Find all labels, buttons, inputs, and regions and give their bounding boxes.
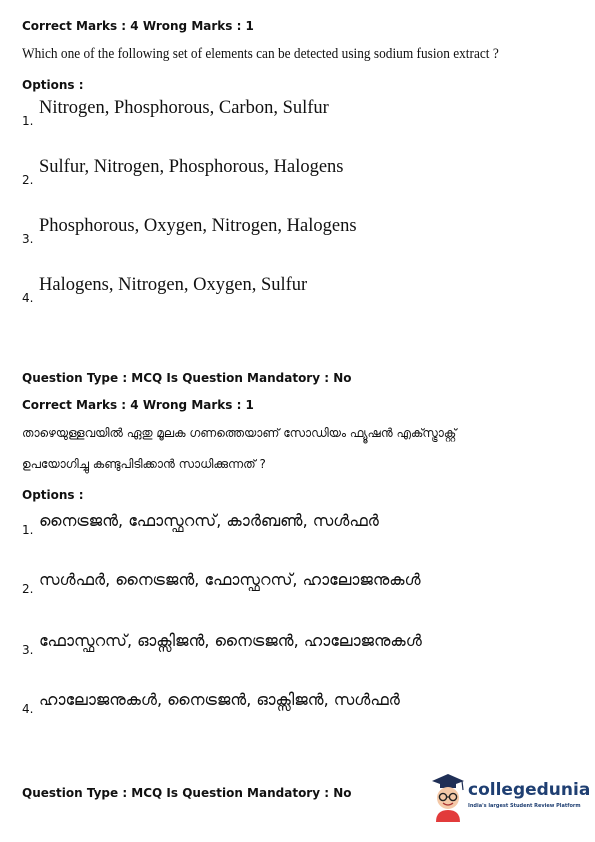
option-text: Halogens, Nitrogen, Oxygen, Sulfur [39,275,308,295]
option-number: 2. [22,173,34,187]
option-number: 1. [22,114,34,128]
logo-wordmark: collegedunia [468,780,591,800]
option-text: Nitrogen, Phosphorous, Carbon, Sulfur [39,98,329,118]
question-type-label: Question Type : MCQ Is Question Mandatory : No [22,371,352,385]
options-label: Options : [22,488,84,502]
question-type-label: Question Type : MCQ Is Question Mandatory : No [22,786,352,800]
question-text: Which one of the following set of elements can be detected using sodium fusion extract ? [22,46,499,62]
options-label: Options : [22,78,84,92]
option-number: 3. [22,643,34,657]
question-text-line-1: താഴെയുള്ളവയിൽ ഏതു മൂലക ഗണത്തെയാണ് സോഡിയം ഫ്യൂഷൻ എക്സ്ട്രാക്റ്റ് [22,426,457,440]
option-text: Sulfur, Nitrogen, Phosphorous, Halogens [39,157,344,177]
collegedunia-logo [428,770,591,826]
option-text: ഹാലോജനുകൾ, നൈട്രജൻ, ഓക്സിജൻ, സൾഫർ [39,690,400,709]
option-number: 1. [22,523,34,537]
correct-marks-label: Correct Marks : 4 Wrong Marks : 1 [22,19,254,33]
option-number: 3. [22,232,34,246]
option-text: Phosphorous, Oxygen, Nitrogen, Halogens [39,216,357,236]
option-text: ഫോസ്ഫറസ്, ഓക്സിജൻ, നൈട്രജൻ, ഹാലോജനുകൾ [39,631,422,650]
option-number: 4. [22,291,34,305]
correct-marks-label: Correct Marks : 4 Wrong Marks : 1 [22,398,254,412]
option-text: നൈട്രജൻ, ഫോസ്ഫറസ്, കാർബൺ, സൾഫർ [39,511,379,530]
mascot-icon [428,770,468,822]
question-text-line-2: ഉപയോഗിച്ചു കണ്ടുപിടിക്കാൻ സാധിക്കുന്നത് ? [22,457,266,471]
logo-tagline: India's largest Student Review Platform [468,803,581,809]
option-text: സൾഫർ, നൈട്രജൻ, ഫോസ്ഫറസ്, ഹാലോജനുകൾ [39,570,421,589]
option-number: 4. [22,702,34,716]
option-number: 2. [22,582,34,596]
